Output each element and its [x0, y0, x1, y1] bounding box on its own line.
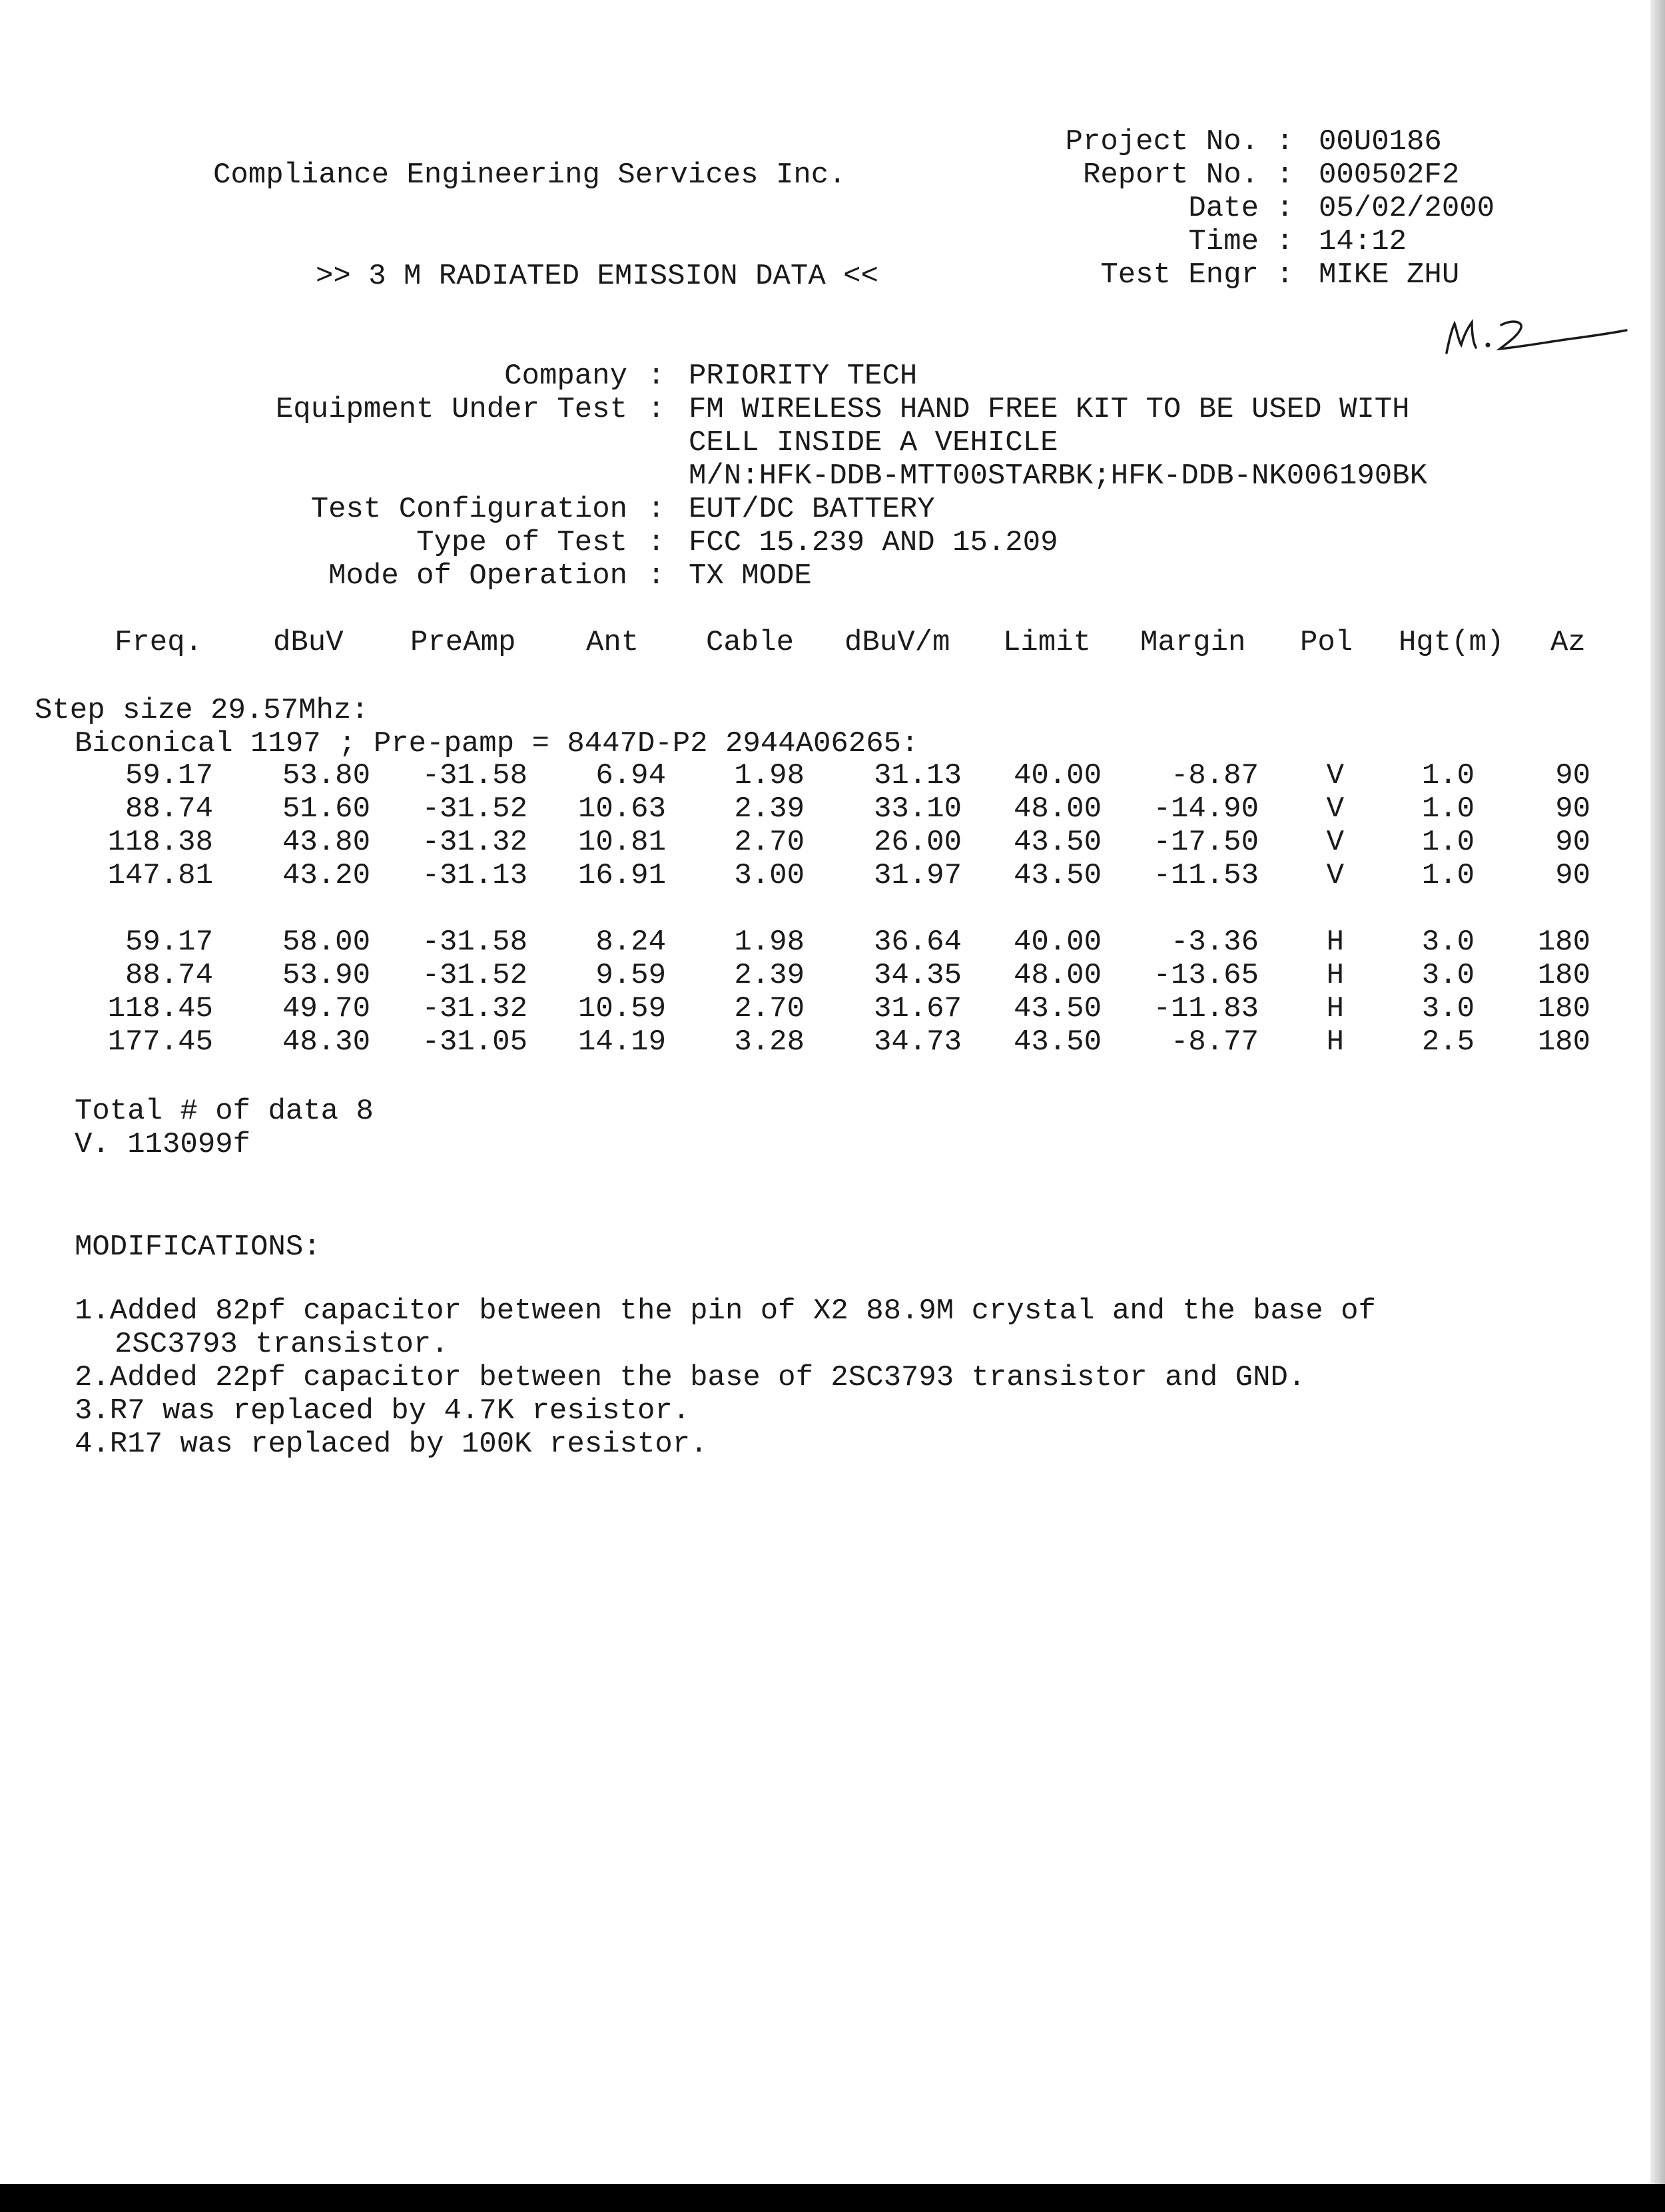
cell-preamp: -31.58 [422, 759, 527, 792]
header-cable: Cable [706, 626, 795, 659]
cell-limit: 43.50 [1013, 1025, 1102, 1059]
header-dbuv: dBuV [273, 626, 344, 659]
colon: : [1276, 158, 1294, 192]
cell-freq: 147.81 [107, 859, 213, 892]
cell-hgt: 1.0 [1421, 792, 1475, 826]
cell-preamp: -31.13 [422, 859, 527, 892]
modifications-title: MODIFICATIONS: [75, 1231, 321, 1264]
cell-preamp: -31.52 [422, 792, 527, 826]
cell-cable: 1.98 [734, 926, 805, 959]
table-row [0, 992, 1665, 1025]
table-row [0, 959, 1665, 992]
cell-margin: -3.36 [1170, 926, 1259, 959]
config-value: EUT/DC BATTERY [689, 493, 935, 526]
cell-dbuvm: 31.67 [873, 992, 962, 1025]
header-freq: Freq. [115, 626, 203, 659]
cell-hgt: 3.0 [1421, 992, 1475, 1025]
scan-edge-right [1650, 0, 1665, 2212]
cell-az: 180 [1537, 959, 1590, 992]
project-no-value: 00U0186 [1319, 125, 1442, 158]
cell-dbuv: 43.20 [282, 859, 370, 892]
cell-az: 90 [1555, 759, 1590, 792]
time-value: 14:12 [1319, 225, 1407, 258]
cell-freq: 59.17 [125, 759, 213, 792]
cell-cable: 3.00 [734, 859, 805, 892]
cell-hgt: 1.0 [1421, 759, 1475, 792]
cell-freq: 177.45 [107, 1025, 213, 1059]
cell-cable: 2.70 [734, 992, 805, 1025]
modification-1-cont: 2SC3793 transistor. [115, 1328, 449, 1361]
modification-3: 3.R7 was replaced by 4.7K resistor. [75, 1394, 691, 1428]
cell-limit: 40.00 [1013, 926, 1102, 959]
cell-preamp: -31.32 [422, 992, 527, 1025]
date-label: Date [1188, 192, 1259, 225]
header-hgt: Hgt(m) [1399, 626, 1504, 659]
cell-ant: 9.59 [595, 959, 666, 992]
cell-hgt: 1.0 [1421, 826, 1475, 859]
cell-ant: 8.24 [595, 926, 666, 959]
colon: : [647, 559, 665, 593]
cell-dbuvm: 31.97 [873, 859, 962, 892]
cell-az: 90 [1555, 826, 1590, 859]
cell-freq: 118.38 [107, 826, 213, 859]
cell-az: 90 [1555, 859, 1590, 892]
cell-dbuvm: 36.64 [873, 926, 962, 959]
table-row [0, 826, 1665, 859]
cell-preamp: -31.05 [422, 1025, 527, 1059]
header-pol: Pol [1300, 626, 1353, 659]
modification-1: 1.Added 82pf capacitor between the pin of X2 88.9M crystal and the base of [75, 1294, 1376, 1328]
eut-value-line-1: FM WIRELESS HAND FREE KIT TO BE USED WITH [689, 393, 1410, 426]
cell-az: 180 [1537, 1025, 1590, 1059]
cell-ant: 10.59 [577, 992, 666, 1025]
cell-pol: H [1326, 959, 1344, 992]
cell-limit: 43.50 [1013, 859, 1102, 892]
cell-pol: H [1326, 1025, 1344, 1059]
cell-cable: 3.28 [734, 1025, 805, 1059]
cell-margin: -8.87 [1170, 759, 1259, 792]
header-limit: Limit [1003, 626, 1092, 659]
eut-value-line-2: CELL INSIDE A VEHICLE [689, 426, 1058, 459]
cell-dbuv: 48.30 [282, 1025, 370, 1059]
colon: : [1276, 258, 1294, 292]
mode-value: TX MODE [689, 559, 812, 593]
cell-dbuvm: 34.73 [873, 1025, 962, 1059]
total-data: Total # of data 8 [75, 1095, 374, 1128]
modification-2: 2.Added 22pf capacitor between the base of 2SC3793 transistor and GND. [75, 1361, 1306, 1394]
colon: : [647, 360, 665, 393]
cell-freq: 88.74 [125, 959, 213, 992]
cell-dbuv: 53.90 [282, 959, 370, 992]
header-az: Az [1550, 626, 1586, 659]
cell-dbuv: 58.00 [282, 926, 370, 959]
company-value: PRIORITY TECH [689, 360, 918, 393]
cell-margin: -17.50 [1153, 826, 1259, 859]
config-label: Test Configuration [310, 493, 627, 526]
cell-ant: 10.81 [577, 826, 666, 859]
cell-limit: 48.00 [1013, 792, 1102, 826]
cell-dbuv: 51.60 [282, 792, 370, 826]
cell-preamp: -31.58 [422, 926, 527, 959]
cell-preamp: -31.52 [422, 959, 527, 992]
project-no-label: Project No. [1065, 125, 1259, 158]
type-label: Type of Test [416, 526, 627, 559]
report-no-value: 000502F2 [1319, 158, 1460, 192]
cell-ant: 10.63 [577, 792, 666, 826]
colon: : [647, 393, 665, 426]
eut-value-line-3: M/N:HFK-DDB-MTT00STARBK;HFK-DDB-NK006190BK [689, 459, 1427, 493]
cell-pol: V [1326, 792, 1344, 826]
cell-dbuvm: 26.00 [873, 826, 962, 859]
cell-cable: 2.39 [734, 959, 805, 992]
cell-limit: 40.00 [1013, 759, 1102, 792]
colon: : [1276, 225, 1294, 258]
cell-limit: 43.50 [1013, 826, 1102, 859]
header-preamp: PreAmp [410, 626, 516, 659]
cell-dbuvm: 31.13 [873, 759, 962, 792]
cell-hgt: 2.5 [1421, 1025, 1475, 1059]
cell-limit: 43.50 [1013, 992, 1102, 1025]
table-row [0, 792, 1665, 826]
cell-az: 180 [1537, 926, 1590, 959]
company-label: Company [504, 360, 627, 393]
version: V. 113099f [75, 1128, 251, 1161]
cell-pol: H [1326, 926, 1344, 959]
report-no-label: Report No. [1082, 158, 1259, 192]
cell-dbuvm: 33.10 [873, 792, 962, 826]
cell-margin: -13.65 [1153, 959, 1259, 992]
cell-ant: 16.91 [577, 859, 666, 892]
cell-hgt: 3.0 [1421, 959, 1475, 992]
test-engr-value: MIKE ZHU [1319, 258, 1460, 292]
colon: : [1276, 125, 1294, 158]
cell-dbuv: 53.80 [282, 759, 370, 792]
antenna-line: Biconical 1197 ; Pre-pamp = 8447D-P2 2944A06265: [75, 727, 919, 760]
cell-margin: -14.90 [1153, 792, 1259, 826]
date-value: 05/02/2000 [1319, 192, 1495, 225]
cell-dbuv: 49.70 [282, 992, 370, 1025]
time-label: Time [1188, 225, 1259, 258]
cell-freq: 118.45 [107, 992, 213, 1025]
table-row [0, 859, 1665, 892]
table-row [0, 926, 1665, 959]
cell-ant: 6.94 [595, 759, 666, 792]
test-engr-label: Test Engr [1100, 258, 1259, 292]
cell-preamp: -31.32 [422, 826, 527, 859]
cell-az: 180 [1537, 992, 1590, 1025]
cell-cable: 2.39 [734, 792, 805, 826]
colon: : [647, 526, 665, 559]
table-row [0, 1025, 1665, 1059]
cell-margin: -11.53 [1153, 859, 1259, 892]
cell-limit: 48.00 [1013, 959, 1102, 992]
cell-freq: 88.74 [125, 792, 213, 826]
cell-pol: V [1326, 826, 1344, 859]
company-title: Compliance Engineering Services Inc. [213, 158, 846, 192]
cell-dbuv: 43.80 [282, 826, 370, 859]
cell-az: 90 [1555, 792, 1590, 826]
cell-dbuvm: 34.35 [873, 959, 962, 992]
cell-pol: H [1326, 992, 1344, 1025]
cell-cable: 2.70 [734, 826, 805, 859]
type-value: FCC 15.239 AND 15.209 [689, 526, 1058, 559]
header-margin: Margin [1140, 626, 1246, 659]
colon: : [647, 493, 665, 526]
cell-margin: -8.77 [1170, 1025, 1259, 1059]
scan-edge-bottom [0, 2184, 1665, 2212]
cell-margin: -11.83 [1153, 992, 1259, 1025]
table-row [0, 759, 1665, 792]
header-ant: Ant [586, 626, 639, 659]
cell-ant: 14.19 [577, 1025, 666, 1059]
cell-pol: V [1326, 759, 1344, 792]
cell-hgt: 1.0 [1421, 859, 1475, 892]
eut-label: Equipment Under Test [275, 393, 627, 426]
modification-4: 4.R17 was replaced by 100K resistor. [75, 1428, 708, 1461]
cell-freq: 59.17 [125, 926, 213, 959]
colon: : [1276, 192, 1294, 225]
cell-pol: V [1326, 859, 1344, 892]
header-dbuvm: dBuV/m [844, 626, 950, 659]
signature [1432, 301, 1632, 361]
data-title: >> 3 M RADIATED EMISSION DATA << [316, 260, 878, 293]
step-size: Step size 29.57Mhz: [35, 694, 369, 727]
mode-label: Mode of Operation [328, 559, 627, 593]
cell-cable: 1.98 [734, 759, 805, 792]
cell-hgt: 3.0 [1421, 926, 1475, 959]
